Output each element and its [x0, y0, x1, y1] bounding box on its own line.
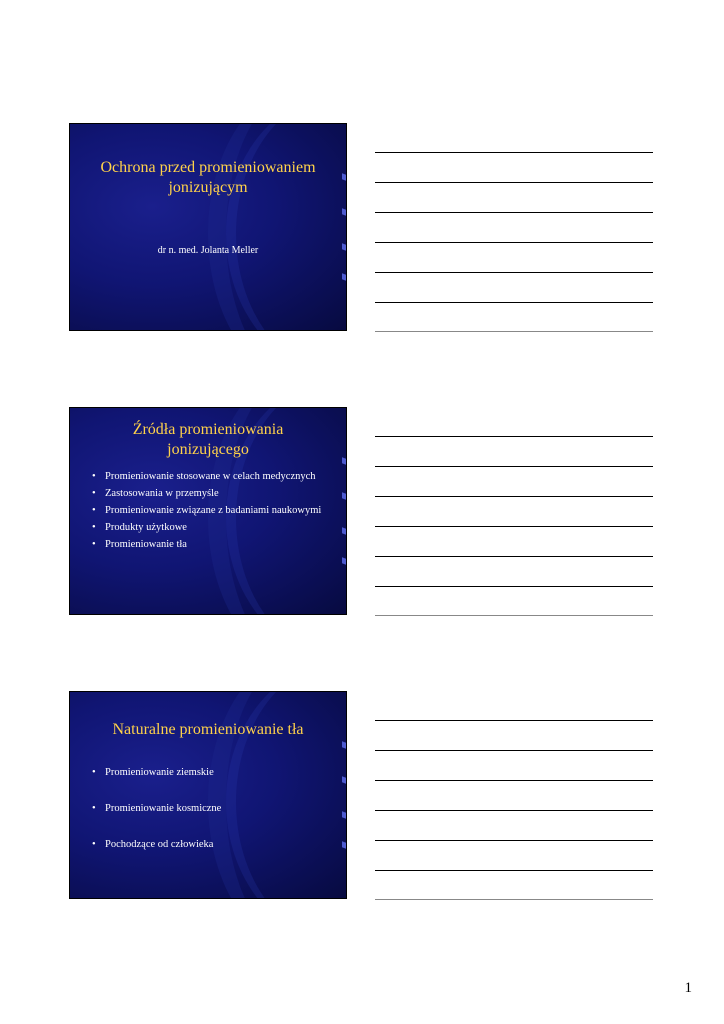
- list-item: • Promieniowanie tła: [92, 538, 326, 552]
- list-item: • Promieniowanie ziemskie: [92, 766, 326, 780]
- slide-title: Źródła promieniowania jonizującego: [132, 421, 284, 458]
- slide-1: [69, 123, 347, 331]
- slide-title: Ochrona przed promieniowaniem jonizującym: [100, 159, 316, 196]
- list-item: • Zastosowania w przemyśle: [92, 487, 326, 501]
- list-item: • Promieniowanie kosmiczne: [92, 802, 326, 816]
- page-number: 1: [684, 980, 692, 996]
- bullet-list: [92, 766, 326, 852]
- list-item: • Pochodzące od człowieka: [92, 838, 326, 852]
- slide-2: [69, 407, 347, 615]
- list-item: • Produkty użytkowe: [92, 521, 326, 535]
- list-item: • Promieniowanie związane z badaniami naukowymi: [92, 504, 326, 518]
- bullet-list: [92, 470, 326, 552]
- slide-marks: [338, 164, 346, 304]
- list-item: • Promieniowanie stosowane w celach medycznych: [92, 470, 326, 484]
- slide-author: dr n. med. Jolanta Meller: [157, 245, 259, 256]
- slide-marks: [338, 732, 346, 872]
- slide-3: [69, 691, 347, 899]
- slide-marks: [338, 448, 346, 588]
- slide-title: Naturalne promieniowanie tła: [112, 721, 304, 738]
